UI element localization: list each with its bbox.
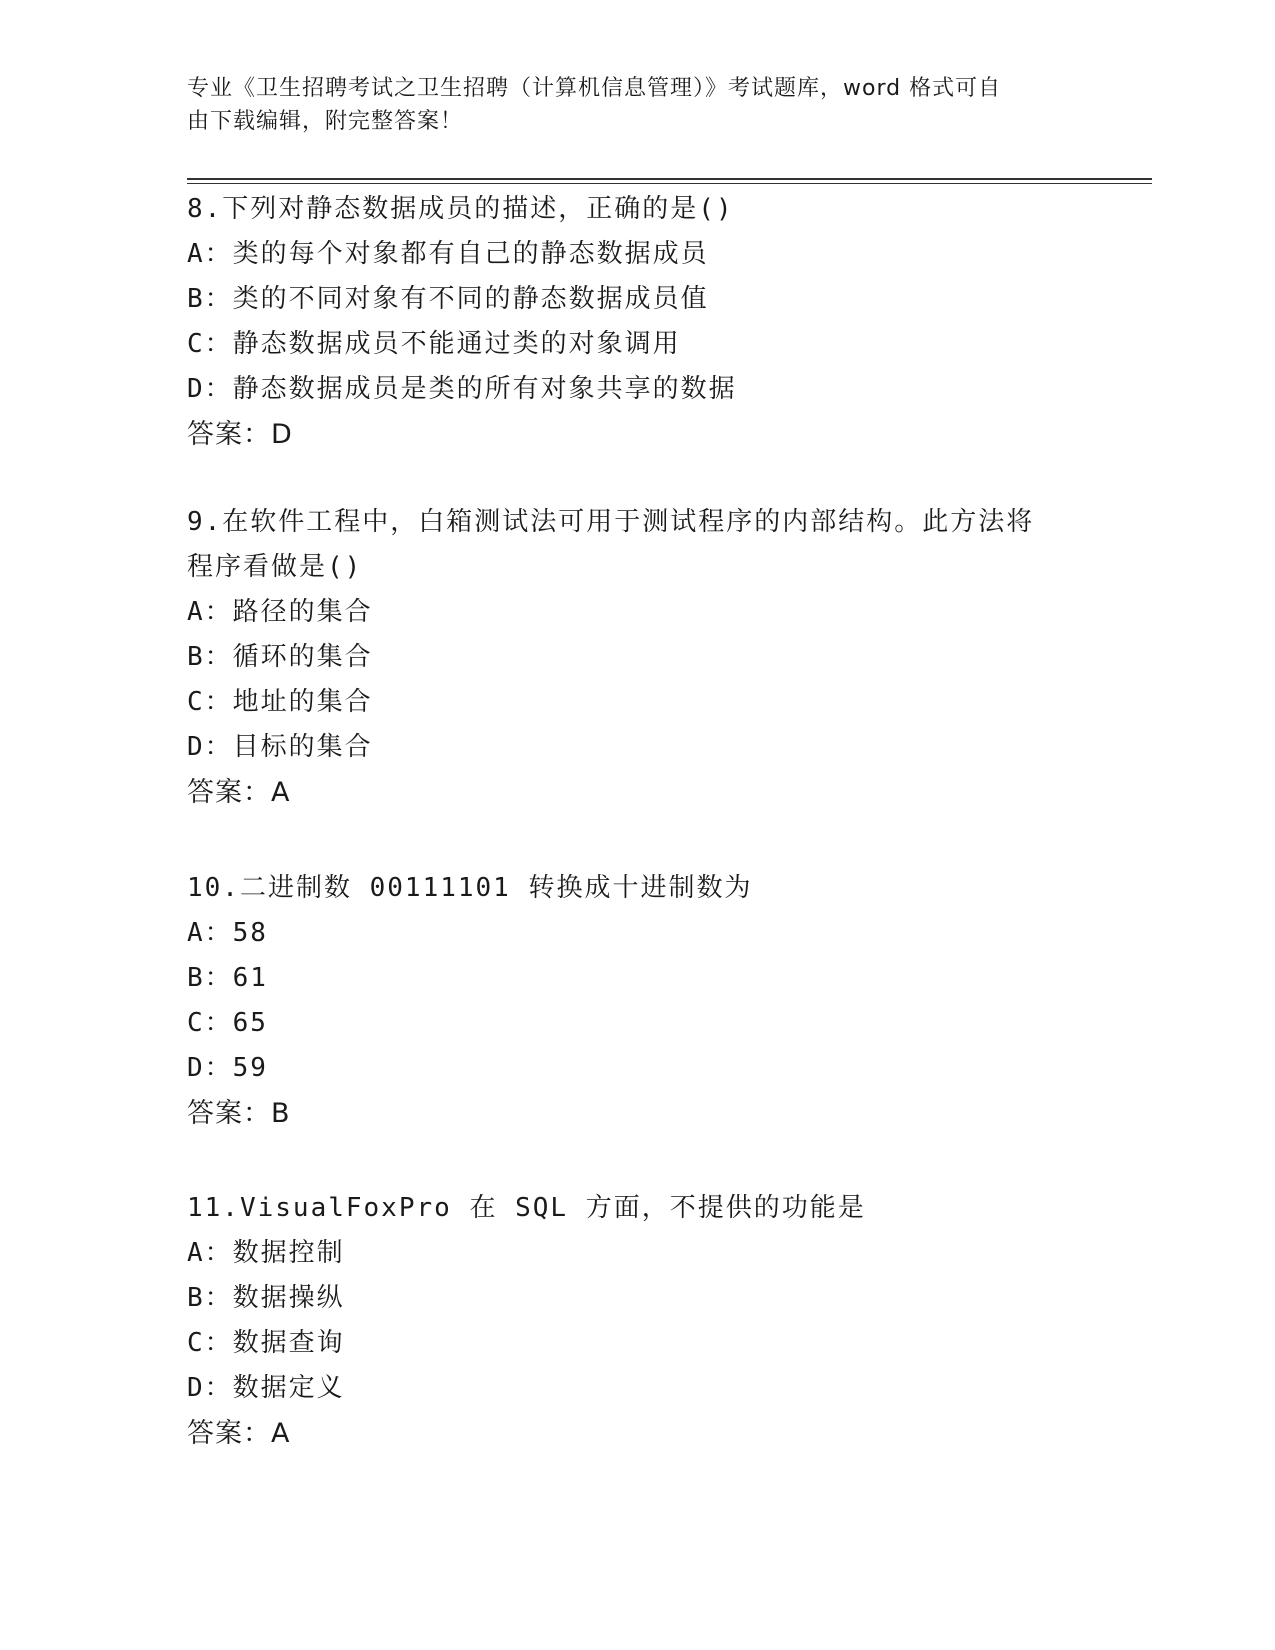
option-a: A：类的每个对象都有自己的静态数据成员 [187,239,709,269]
option-d: D：59 [187,1053,268,1083]
option-a: A：路径的集合 [187,597,373,627]
question-8 [187,187,1087,457]
option-a: A：数据控制 [187,1238,345,1268]
answer: 答案：A [187,1418,291,1449]
answer: 答案：A [187,777,291,808]
question-11 [187,1186,1087,1456]
option-c: C：数据查询 [187,1328,345,1358]
option-b: B：61 [187,963,268,993]
header-line-1: 专业《卫生招聘考试之卫生招聘（计算机信息管理）》考试题库，word 格式可自 [187,76,1002,101]
option-c: C：65 [187,1008,268,1038]
question-stem: 11.VisualFoxPro 在 SQL 方面，不提供的功能是 [187,1193,866,1223]
header-divider-thin [187,183,1152,184]
option-b: B：数据操纵 [187,1283,345,1313]
option-c: C：静态数据成员不能通过类的对象调用 [187,329,681,359]
question-9 [187,500,1087,815]
option-c: C：地址的集合 [187,687,373,717]
question-stem: 8.下列对静态数据成员的描述，正确的是() [187,194,734,224]
question-10 [187,866,1087,1136]
option-d: D：静态数据成员是类的所有对象共享的数据 [187,374,737,404]
question-stem: 10.二进制数 00111101 转换成十进制数为 [187,873,753,903]
option-b: B：类的不同对象有不同的静态数据成员值 [187,284,709,314]
answer: 答案：B [187,1098,291,1129]
header-divider-thick [187,178,1152,180]
question-stem-line-2: 程序看做是() [187,552,363,582]
document-header [187,72,1087,138]
option-d: D：目标的集合 [187,732,373,762]
option-b: B：循环的集合 [187,642,373,672]
header-line-2: 由下载编辑，附完整答案！ [187,109,464,134]
answer: 答案：D [187,419,293,450]
question-stem-line-1: 9.在软件工程中，白箱测试法可用于测试程序的内部结构。此方法将 [187,507,1035,537]
option-d: D：数据定义 [187,1373,345,1403]
option-a: A：58 [187,918,268,948]
